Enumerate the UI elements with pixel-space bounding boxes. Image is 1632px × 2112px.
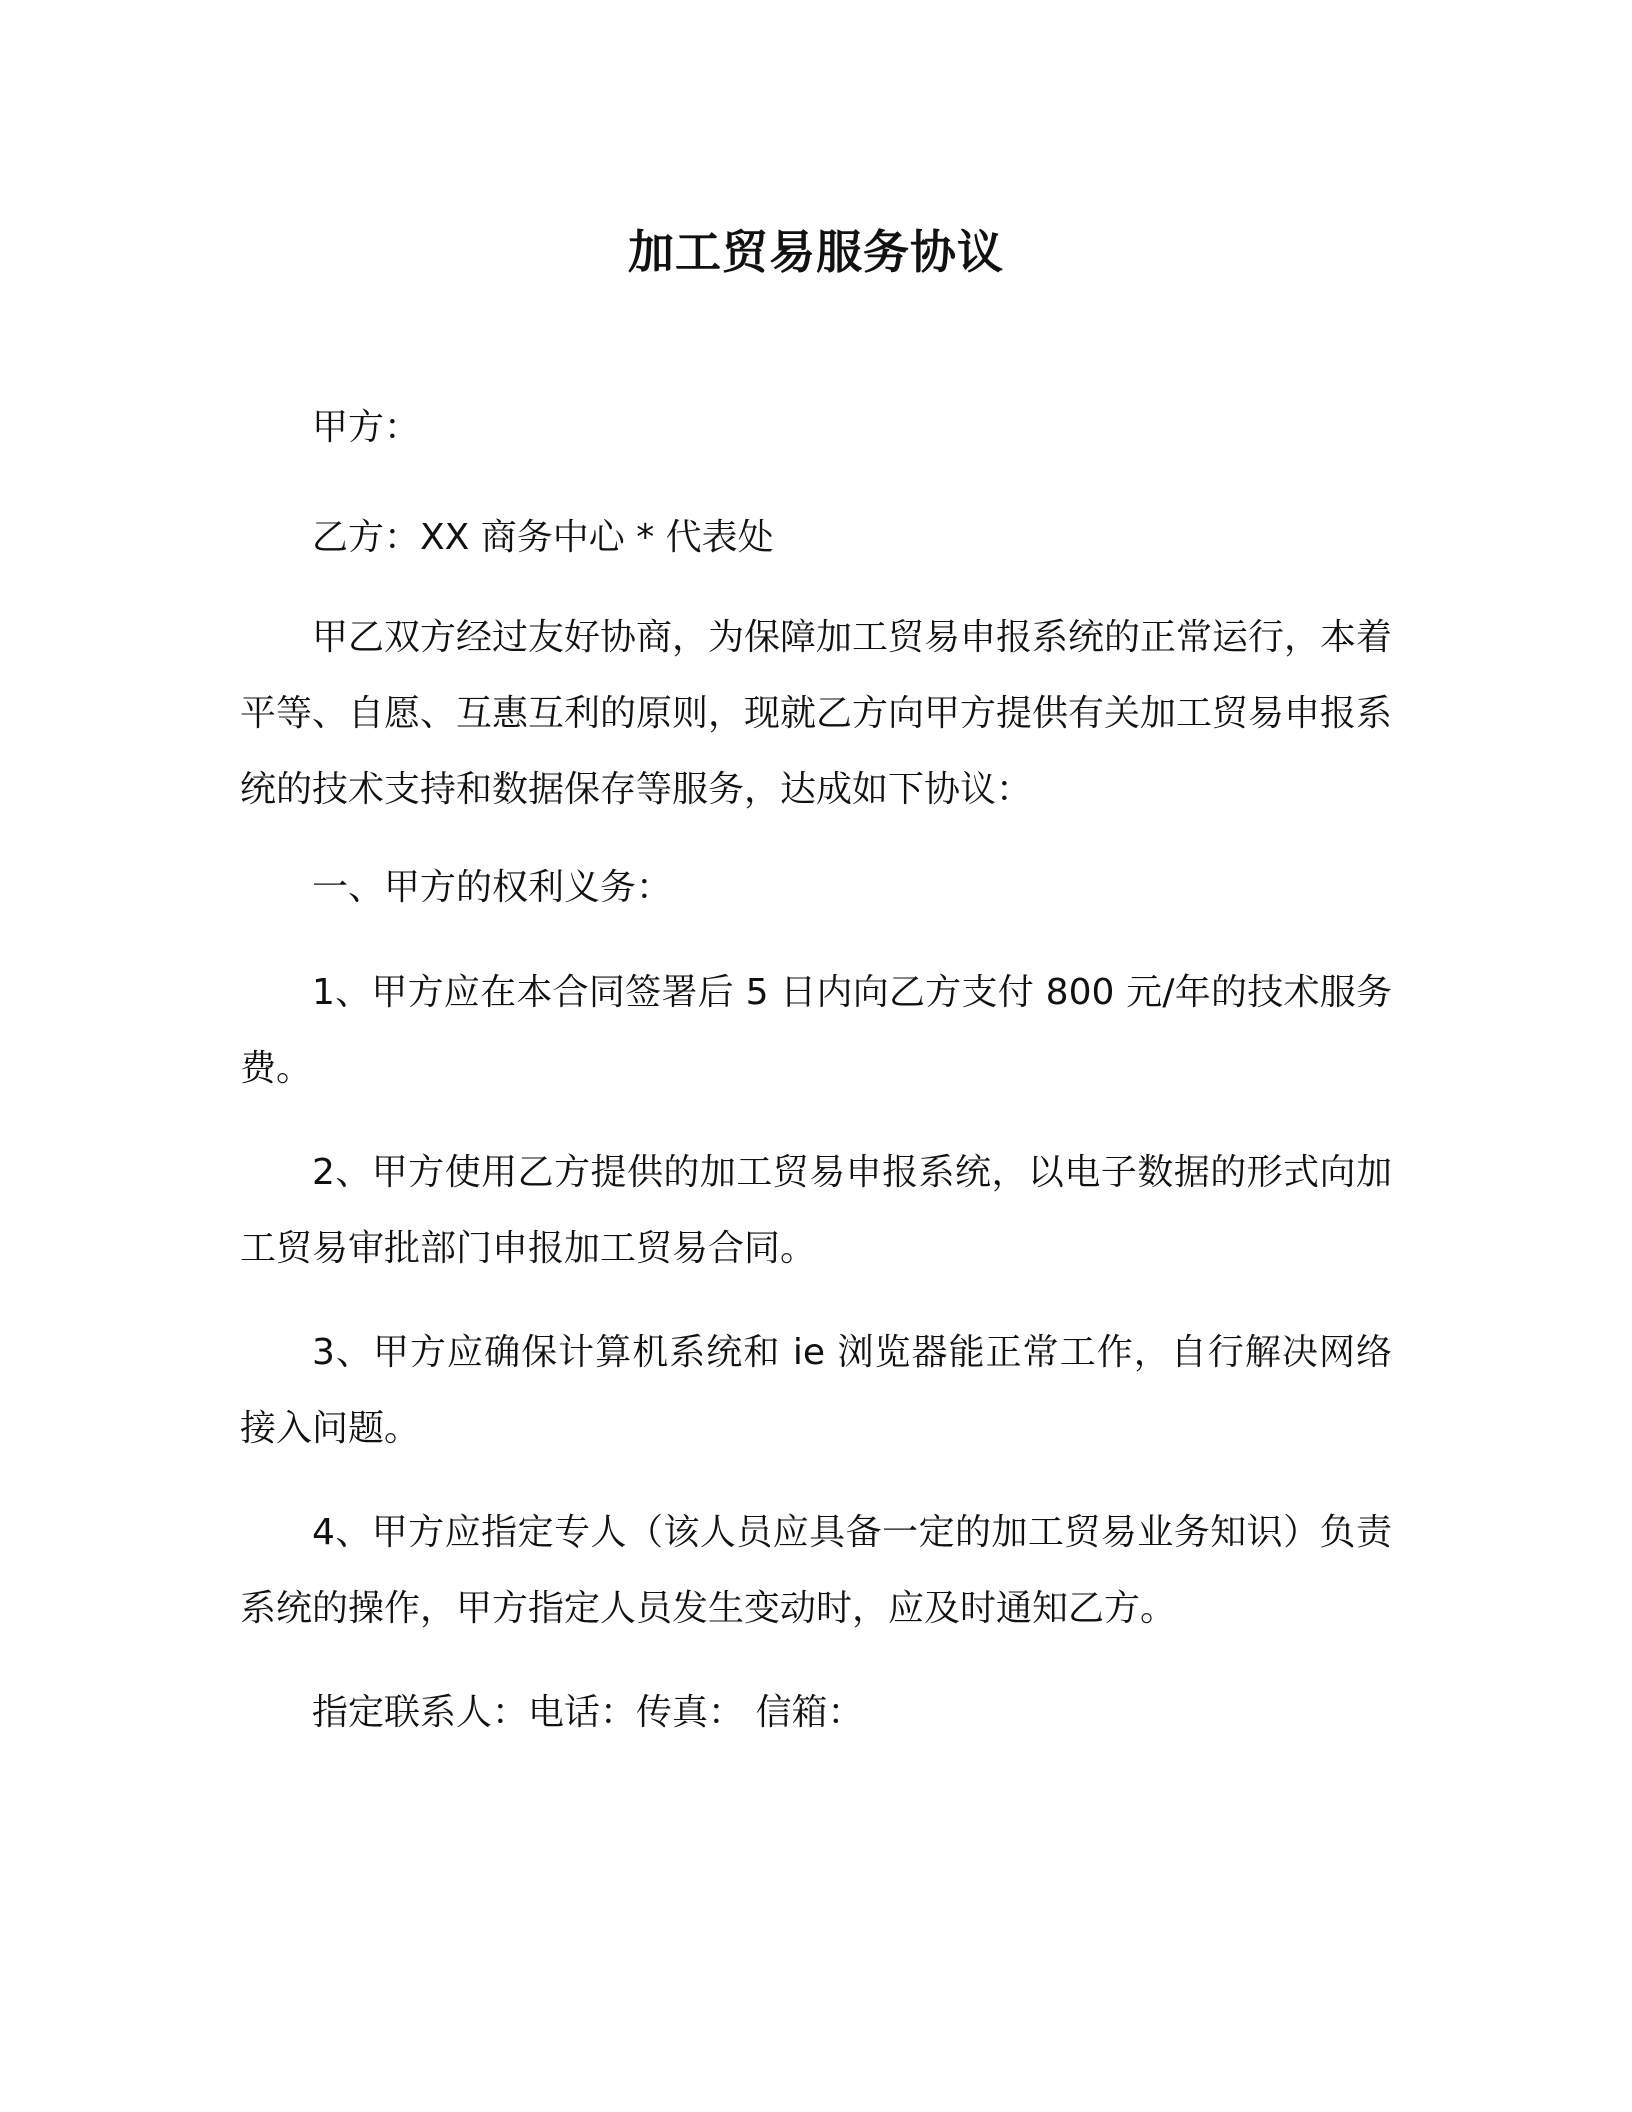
clause-1-paragraph: 1、甲方应在本合同签署后 5 日内向乙方支付 800 元/年的技术服务费。	[240, 972, 1392, 1089]
contact-info-line: 指定联系人：电话：传真： 信箱：	[312, 1692, 864, 1733]
clause-3-paragraph: 3、甲方应确保计算机系统和 ie 浏览器能正常工作，自行解决网络接入问题。	[240, 1332, 1392, 1449]
party-b-line: 乙方：XX 商务中心 * 代表处	[312, 517, 774, 558]
preamble-paragraph: 甲乙双方经过友好协商，为保障加工贸易申报系统的正常运行，本着平等、自愿、互惠互利的原则，现就乙方向甲方提供有关加工贸易申报系统的技术支持和数据保存等服务，达成如下协议：	[240, 617, 1393, 810]
section-heading-party-a-rights: 一、甲方的权利义务：	[312, 867, 673, 908]
clause-4-paragraph: 4、甲方应指定专人（该人员应具备一定的加工贸易业务知识）负责系统的操作，甲方指定人员发生变动时，应及时通知乙方。	[240, 1512, 1392, 1629]
party-a-line: 甲方：	[312, 407, 421, 448]
clause-2-paragraph: 2、甲方使用乙方提供的加工贸易申报系统，以电子数据的形式向加工贸易审批部门申报加工贸易合同。	[240, 1152, 1392, 1269]
document-title: 加工贸易服务协议	[628, 225, 1004, 279]
